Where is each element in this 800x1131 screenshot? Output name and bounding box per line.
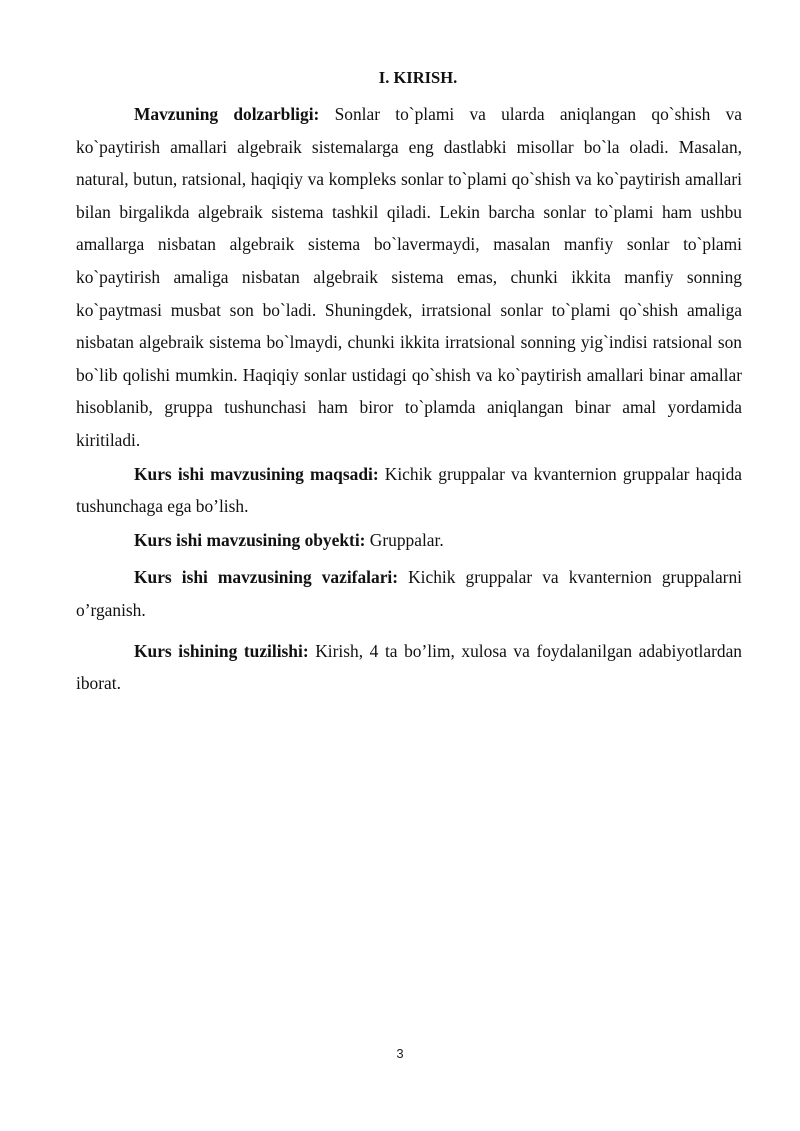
paragraph-text: Kirish, 4 ta bo’lim, xulosa va foydalanilgan adabiyotlardan iborat. — [76, 640, 742, 694]
paragraph-text: Kichik gruppalar va kvanternion gruppalar haqida tushunchaga ega bo’lish. — [76, 463, 742, 517]
paragraph-label: Kurs ishi mavzusining obyekti: — [134, 529, 366, 550]
paragraph-label: Kurs ishining tuzilishi: — [134, 640, 309, 661]
paragraph-label: Kurs ishi mavzusining vazifalari: — [134, 567, 399, 588]
paragraph-structure — [76, 635, 742, 700]
page-number: 3 — [396, 1046, 404, 1061]
section-heading: I. KIRISH. — [378, 68, 458, 87]
paragraph-object — [76, 524, 742, 557]
paragraph-text: Sonlar to`plami va ularda aniqlangan qo`shish va ko`paytirish amallari algebraik sistemalarga eng dastlabki misollar bo`la oladi. Masalan, natural, butun, ratsional, haqiqiy va kompleks sonlar to`plami qo`shish va ko`paytirish amallari bilan birgalikda algebraik sistema tashkil qiladi. Lekin barcha sonlar to`plami ham ushbu amallarga nisbatan algebraik sistema bo`lavermaydi, masalan manfiy sonlar to`plami ko`paytirish amaliga nisbatan algebraik sistema emas, chunki ikkita manfiy sonning ko`paytmasi musbat son bo`ladi. Shuningdek, irratsional sonlar to`plami qo`shish amaliga nisbatan algebraik sistema bo`lmaydi, chunki ikkita irratsional sonning yig`indisi ratsional son bo`lib qolishi mumkin. Haqiqiy sonlar ustidagi qo`shish va ko`paytirish amallari binar amallar hisoblanib, gruppa tushunchasi ham biror to`plamda aniqlangan binar amal yordamida kiritiladi. — [76, 104, 743, 450]
paragraph-goal — [76, 458, 742, 523]
paragraph-text: Kichik gruppalar va kvanternion gruppalarni o’rganish. — [76, 567, 743, 620]
paragraph-label: Mavzuning dolzarbligi: — [134, 104, 320, 124]
paragraph-text: Gruppalar. — [365, 529, 444, 550]
paragraph-label: Kurs ishi mavzusining maqsadi: — [134, 463, 379, 484]
document-page — [76, 68, 742, 700]
paragraph-tasks — [76, 561, 742, 626]
paragraph-relevance — [76, 98, 742, 457]
